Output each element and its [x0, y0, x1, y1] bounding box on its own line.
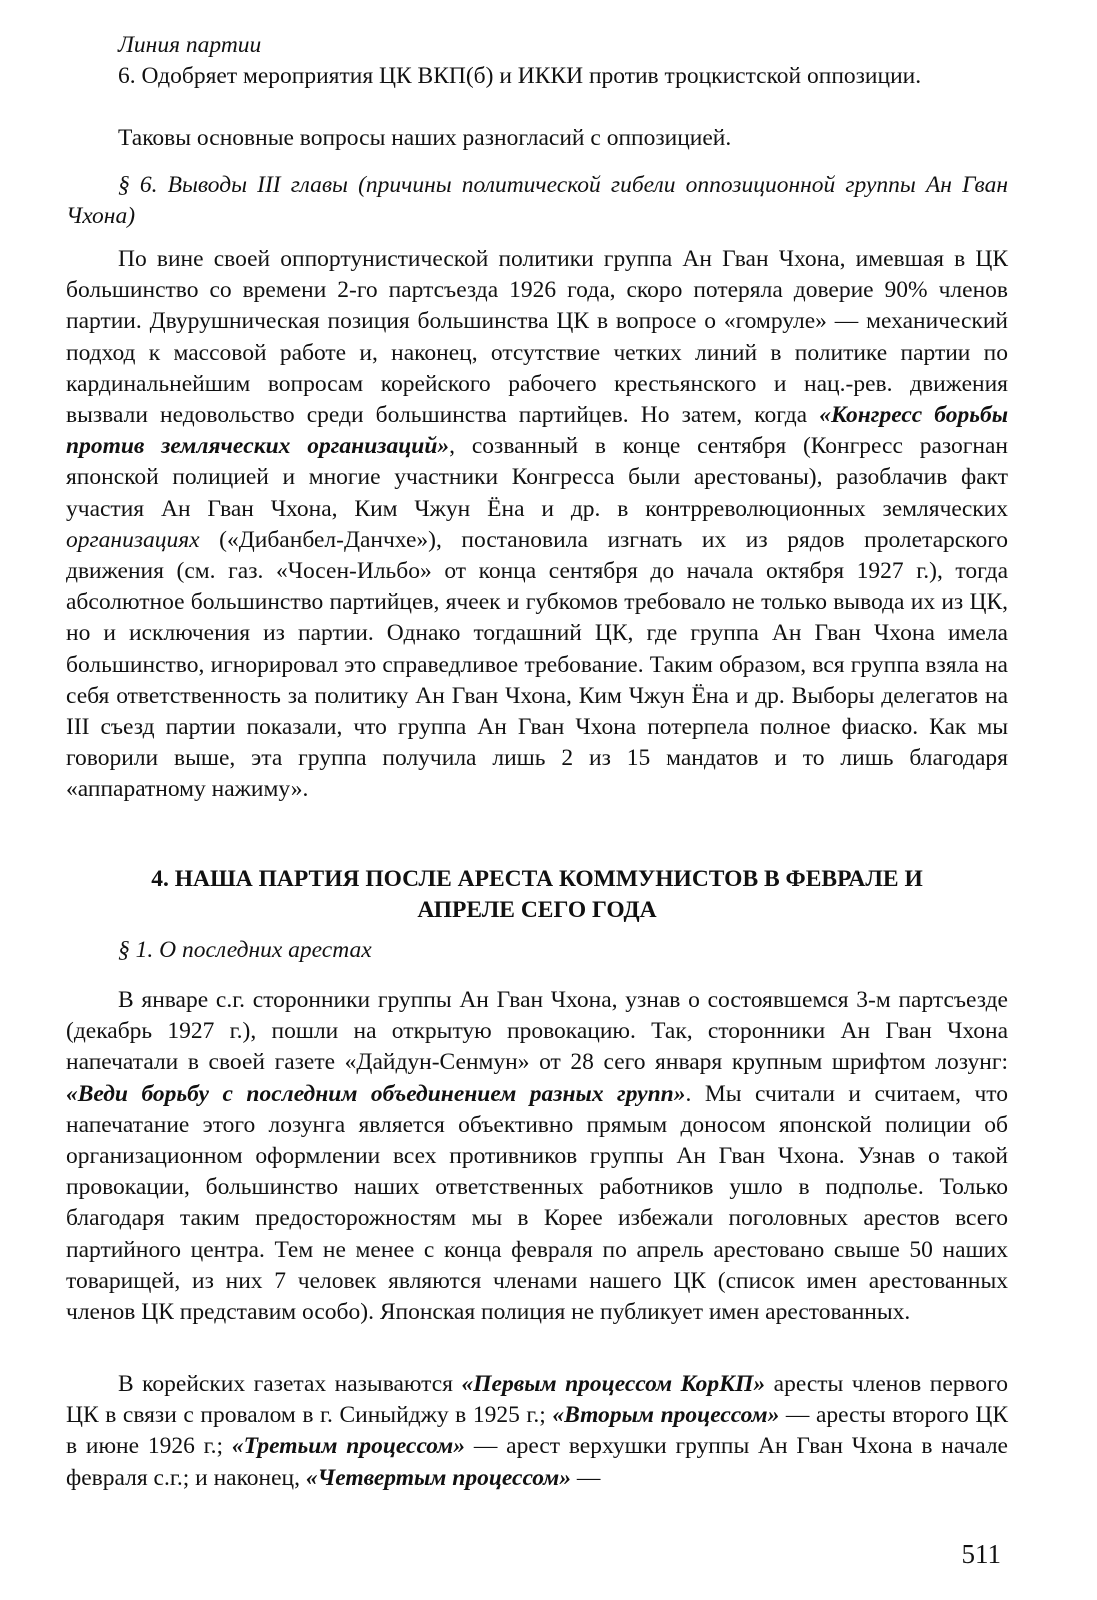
text-run: По вине своей оппортунистической политики группа Ан Гван Чхона, имевшая в ЦК большинство со времени 2-го партсъезда 1926 года, скоро потеряла доверие 90% членов партии. Двурушническая позиция большинства ЦК в вопросе о «гомруле» — механический подход к массовой работе и, наконец, отсутствие четких линий в политике партии по кардинальнейшим вопросам корейского рабочего крестьянского и нац.-рев. движения вызвали недовольство среди большинства партийцев. Но затем, когда	[66, 246, 1008, 429]
text-run: («Дибанбел-Данчхе»), постановила изгнать их из рядов пролетарского движения (см. газ. «Чосен-Ильбо» от конца сентября до начала октября 1927 г.), тогда абсолютное большинство партийцев, ячеек и губкомов требовало не только вывода их из ЦК, но и исключения из партии. Однако тогдашний ЦК, где группа Ан Гван Чхона имела большинство, игнорировал это справедливое требование. Таким образом, вся группа взяла на себя ответственность за политику Ан Гван Чхона, Ким Чжун Ёна и др. Выборы делегатов на III съезд партии показали, что группа Ан Гван Чхона потерпела полное фиаско. Как мы говорили выше, эта группа получила лишь 2 из 15 мандатов и то лишь благодаря «аппаратному нажиму».	[66, 526, 1008, 803]
emphasis-fourth-process: «Четвертым процессом»	[305, 1464, 571, 1491]
text-run: —	[571, 1464, 601, 1491]
line-heading: Линия партии	[118, 32, 262, 58]
emphasis-congress: «Конгресс борьбы против землячеcких организаций»	[66, 402, 1009, 460]
paragraph-processes	[66, 1369, 1008, 1494]
emphasis-second-process: «Вторым процессом»	[552, 1402, 780, 1429]
emphasis-slogan: «Веди борьбу с последним объединением разных групп»	[66, 1080, 686, 1107]
text-run: В корейских газетах называются	[118, 1371, 462, 1397]
text-run: , созванный в конце сентября (Конгресс разогнан японской полицией и многие участники Конгресса были арестованы), разоблачив факт участия Ан Гван Чхона, Ким Чжун Ёна и др. в контрреволюционных землячеcких	[66, 433, 1008, 522]
emphasis-organizations: организациях	[66, 526, 200, 553]
summary-line: Таковы основные вопросы наших разногласий с оппозицией.	[118, 125, 732, 151]
paragraph-arrests	[66, 985, 1008, 1328]
item-6: 6. Одобряет мероприятия ЦК ВКП(б) и ИККИ против троцкистской оппозиции.	[118, 63, 922, 89]
emphasis-third-process: «Третьим процессом»	[231, 1433, 466, 1460]
text-run: В январе с.г. сторонники группы Ан Гван Чхона, узнав о состоявшемся 3-м партсъезде (декабрь 1927 г.), пошли на открытую провокацию. Так, сторонники Ан Гван Чхона напечатали в своей газете «Дайдун-Сенмун» от 28 сего января крупным шрифтом лозунг:	[66, 987, 1008, 1076]
paragraph-conclusions	[66, 244, 1008, 806]
section-4-title: 4. НАША ПАРТИЯ ПОСЛЕ АРЕСТА КОММУНИСТОВ В ФЕВРАЛЕ И АПРЕЛЕ СЕГО ГОДА	[151, 866, 923, 923]
page-number: 511	[961, 1539, 1001, 1569]
text-run: . Мы считали и считаем, что напечатание этого лозунга является объективно прямым доносом японской полиции об организационном оформлении всех противников группы Ан Гван Чхона. Узнав о такой провокации, большинство наших ответственных работников ушло в подполье. Только благодаря таким предосторожностям мы в Корее избежали поголовных арестов всего партийного центра. Тем не менее с конца февраля по апрель арестовано свыше 50 наших товарищей, из них 7 человек являются членами нашего ЦК (список имен арестованных членов ЦК представим особо). Японская полиция не публикует имен арестованных.	[66, 1080, 1008, 1326]
emphasis-first-process: «Первым процессом КорКП»	[461, 1371, 766, 1397]
text-run: аресты членов первого ЦК в связи с провалом в г. Синыйджу в 1925 г.;	[66, 1371, 1008, 1429]
subsection-6-heading: § 6. Выводы III главы (причины политической гибели оппозиционной группы Ан Гван Чхона)	[66, 172, 1008, 230]
text-run: — арест верхушки группы Ан Гван Чхона в начале февраля с.г.; и наконец,	[66, 1433, 1008, 1491]
text-run: — аресты второго ЦК в июне 1926 г.;	[66, 1402, 1008, 1460]
subsection-1-heading: § 1. О последних арестах	[118, 937, 372, 963]
